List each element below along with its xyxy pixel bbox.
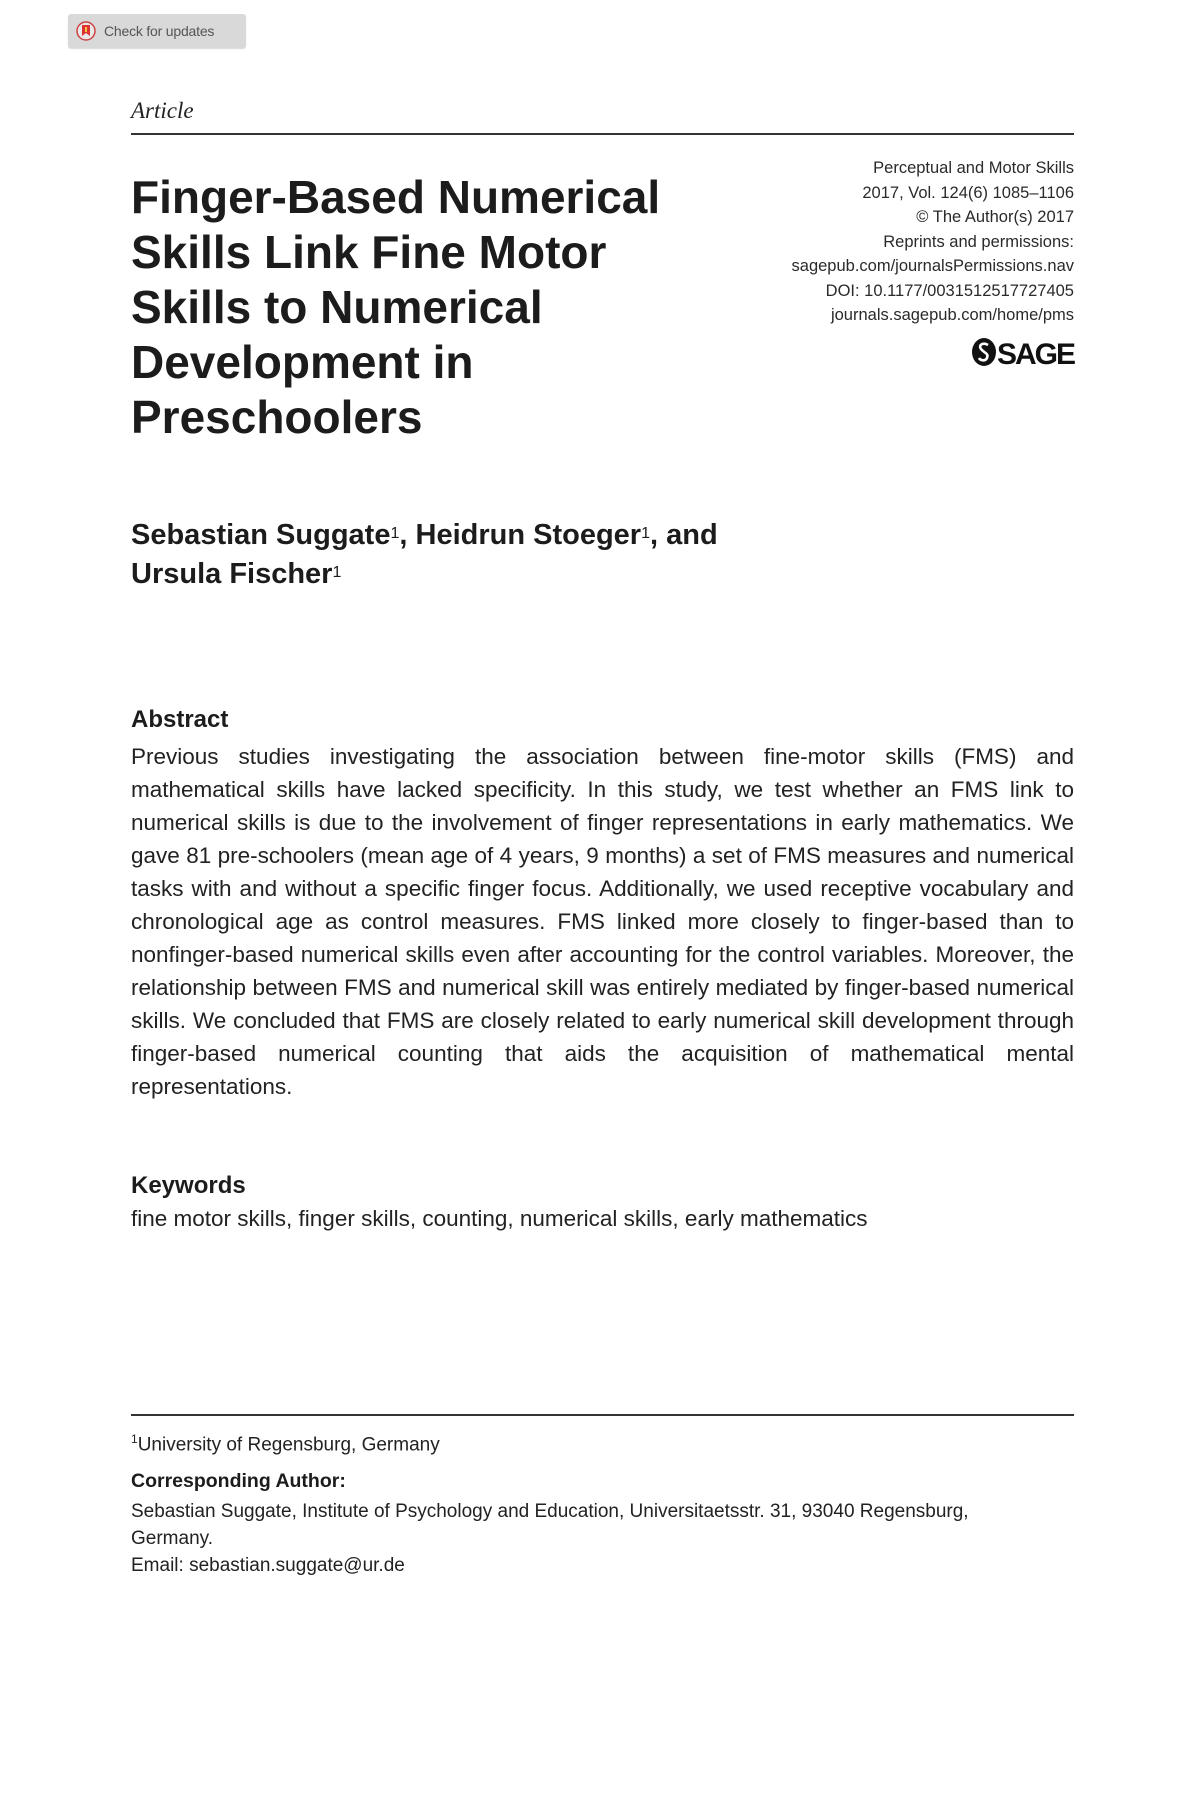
corresponding-author-country: Germany.: [131, 1528, 214, 1549]
article-type-label: Article: [131, 98, 194, 123]
author-list: [131, 516, 891, 594]
paper-title: Finger-Based Numerical Skills Link Fine Motor Skills to Numerical Development in Preschoolers: [131, 171, 661, 443]
sage-logo: [971, 336, 1074, 373]
author-affiliation-marker: 1: [332, 564, 342, 581]
abstract-text: Previous studies investigating the association between fine-motor skills (FMS) and mathematical skills have lacked specificity. In this study, we test whether an FMS link to numerical skills is due to the involvement of finger representations in early mathematics. We gave 81 pre-schoolers (mean age of 4 years, 9 months) a set of FMS measures and numerical tasks with and without a specific finger focus. Additionally, we used receptive vocabulary and chronological age as control measures. FMS linked more closely to finger-based than to nonfinger-based numerical skills even after accounting for the control variables. Moreover, the relationship between FMS and numerical skill was entirely mediated by finger-based numerical skills. We concluded that FMS are closely related to early numerical skill development through finger-based numerical counting that aids the acquisition of mathematical mental representations.: [131, 744, 1074, 1099]
corresponding-author-details: [131, 1498, 1031, 1579]
permissions-link[interactable]: sagepub.com/journalsPermissions.nav: [791, 257, 1074, 275]
keywords-heading: Keywords: [131, 1172, 246, 1199]
journal-name: Perceptual and Motor Skills: [873, 159, 1074, 177]
journal-meta: [734, 156, 1074, 328]
reprints-label: Reprints and permissions:: [883, 232, 1074, 251]
journal-home-link[interactable]: journals.sagepub.com/home/pms: [830, 306, 1074, 324]
author-name[interactable]: Heidrun Stoeger: [415, 519, 642, 551]
doi-link[interactable]: DOI: 10.1177/0031512517727405: [825, 281, 1074, 300]
copyright-notice: © The Author(s) 2017: [916, 208, 1074, 226]
corresponding-author-email[interactable]: Email: sebastian.suggate@ur.de: [131, 1555, 405, 1576]
sage-logo-icon: [971, 336, 997, 373]
corresponding-author-address: Sebastian Suggate, Institute of Psychology and Education, Universitaetsstr. 31, 93040 Regensburg,: [131, 1501, 969, 1522]
keywords-text: fine motor skills, finger skills, counting, numerical skills, early mathematics: [131, 1206, 868, 1231]
author-name[interactable]: Sebastian Suggate: [131, 519, 391, 551]
author-separator: ,: [399, 519, 416, 551]
author-affiliation-marker: 1: [390, 525, 400, 542]
check-for-updates-label: Check for updates: [104, 23, 215, 39]
header-divider: [131, 133, 1074, 135]
sage-logo-text: SAGE: [996, 337, 1074, 371]
footnote-divider: [131, 1414, 1074, 1416]
journal-volume: 2017, Vol. 124(6) 1085–1106: [862, 183, 1074, 202]
author-affiliation-marker: 1: [641, 525, 650, 542]
affiliation-marker: 1: [131, 1432, 138, 1446]
check-for-updates-button[interactable]: [68, 14, 246, 48]
author-name[interactable]: Ursula Fischer: [131, 558, 333, 590]
affiliation-text: University of Regensburg, Germany: [137, 1434, 440, 1456]
corresponding-author-heading: Corresponding Author:: [131, 1470, 346, 1492]
abstract-heading: Abstract: [131, 706, 229, 733]
author-separator: , and: [650, 519, 718, 551]
affiliation-footnote: [131, 1432, 440, 1456]
crossmark-icon: [76, 21, 96, 41]
